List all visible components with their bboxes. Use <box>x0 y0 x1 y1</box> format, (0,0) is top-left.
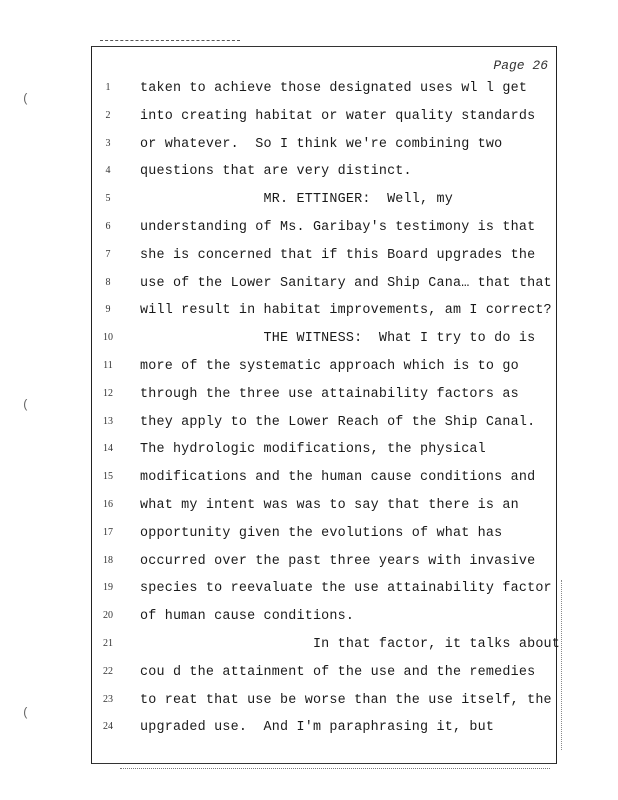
transcript-line <box>96 634 561 662</box>
transcript-line <box>96 467 556 495</box>
page-number: Page 26 <box>493 58 548 73</box>
right-edge-noise <box>561 580 566 750</box>
line-text: into creating habitat or water quality standards <box>140 108 536 124</box>
line-text: taken to achieve those designated uses wl l get <box>140 81 528 96</box>
line-text: questions that are very distinct. <box>140 164 412 180</box>
transcript-lines <box>96 78 561 745</box>
line-text: of human cause conditions. <box>140 609 355 625</box>
transcript-line <box>96 217 556 245</box>
line-text: to reat that use be worse than the use itself, the <box>140 692 552 708</box>
line-text: The hydrologic modifications, the physical <box>140 442 486 458</box>
line-text: understanding of Ms. Garibay's testimony is that <box>140 219 536 235</box>
line-number: 6 <box>105 220 111 232</box>
line-text: opportunity given the evolutions of what has <box>140 525 503 541</box>
line-text: she is concerned that if this Board upgrades the <box>140 247 536 263</box>
transcript-line <box>96 578 556 606</box>
line-number: 5 <box>105 193 111 205</box>
line-text: occurred over the past three years with invasive <box>140 553 536 569</box>
line-number: 18 <box>103 554 113 566</box>
line-text: modifications and the human cause conditions and <box>140 470 536 486</box>
transcript-line <box>96 439 556 467</box>
line-number: 9 <box>105 304 111 316</box>
line-text: use of the Lower Sanitary and Ship Cana… that that <box>140 275 552 291</box>
line-number: 8 <box>105 276 111 288</box>
transcript-line <box>96 384 556 412</box>
transcript-line <box>96 273 556 301</box>
line-number: 10 <box>103 332 113 344</box>
line-number: 4 <box>105 165 111 177</box>
line-text: or whatever. So I think we're combining two <box>140 136 503 152</box>
transcript-line <box>96 523 556 551</box>
line-text: MR. ETTINGER: Well, my <box>140 192 453 208</box>
transcript-line <box>96 717 556 745</box>
line-number: 1 <box>105 82 111 93</box>
bottom-edge-noise <box>120 768 550 769</box>
line-number: 23 <box>103 693 113 705</box>
line-number: 15 <box>103 471 113 483</box>
line-number: 2 <box>105 109 111 121</box>
line-number: 7 <box>105 248 111 260</box>
transcript-line <box>96 134 556 162</box>
line-number: 16 <box>103 498 113 510</box>
line-text: they apply to the Lower Reach of the Ship Canal. <box>140 414 536 430</box>
line-number: 20 <box>103 610 113 622</box>
transcript-line <box>96 189 556 217</box>
line-text: upgraded use. And I'm paraphrasing it, but <box>140 720 495 736</box>
frame-top-dash <box>100 40 240 41</box>
line-text: In that factor, it talks about <box>140 636 561 652</box>
line-text: through the three use attainability factors as <box>140 386 519 402</box>
line-number: 3 <box>105 137 111 149</box>
line-number: 22 <box>103 665 113 677</box>
transcript-line <box>96 328 556 356</box>
line-text: more of the systematic approach which is to go <box>140 358 519 374</box>
transcript-line <box>96 551 556 579</box>
line-number: 24 <box>103 721 113 733</box>
transcript-line <box>96 300 556 328</box>
line-text: THE WITNESS: What I try to do is <box>140 331 536 347</box>
line-number: 13 <box>103 415 113 427</box>
transcript-line <box>96 356 556 384</box>
margin-mark-bottom: ( <box>22 706 30 720</box>
line-text: cou d the attainment of the use and the remedies <box>140 664 536 680</box>
transcript-line <box>96 662 556 690</box>
transcript-line <box>96 161 556 189</box>
transcript-line <box>96 78 556 106</box>
line-text: what my intent was was to say that there is an <box>140 497 519 513</box>
margin-mark-middle: ( <box>22 398 30 412</box>
line-text: will result in habitat improvements, am I correct? <box>140 303 552 319</box>
line-number: 12 <box>103 387 113 399</box>
line-number: 17 <box>103 526 113 538</box>
transcript-line <box>96 690 556 718</box>
line-number: 11 <box>103 359 113 371</box>
line-number: 21 <box>103 637 113 649</box>
transcript-line <box>96 245 556 273</box>
line-text: species to reevaluate the use attainability factor <box>140 581 552 597</box>
margin-mark-top: ( <box>22 92 30 106</box>
transcript-line <box>96 606 556 634</box>
line-number: 14 <box>103 443 113 455</box>
transcript-line <box>96 495 556 523</box>
transcript-line <box>96 412 556 440</box>
transcript-line <box>96 106 556 134</box>
line-number: 19 <box>103 582 113 594</box>
